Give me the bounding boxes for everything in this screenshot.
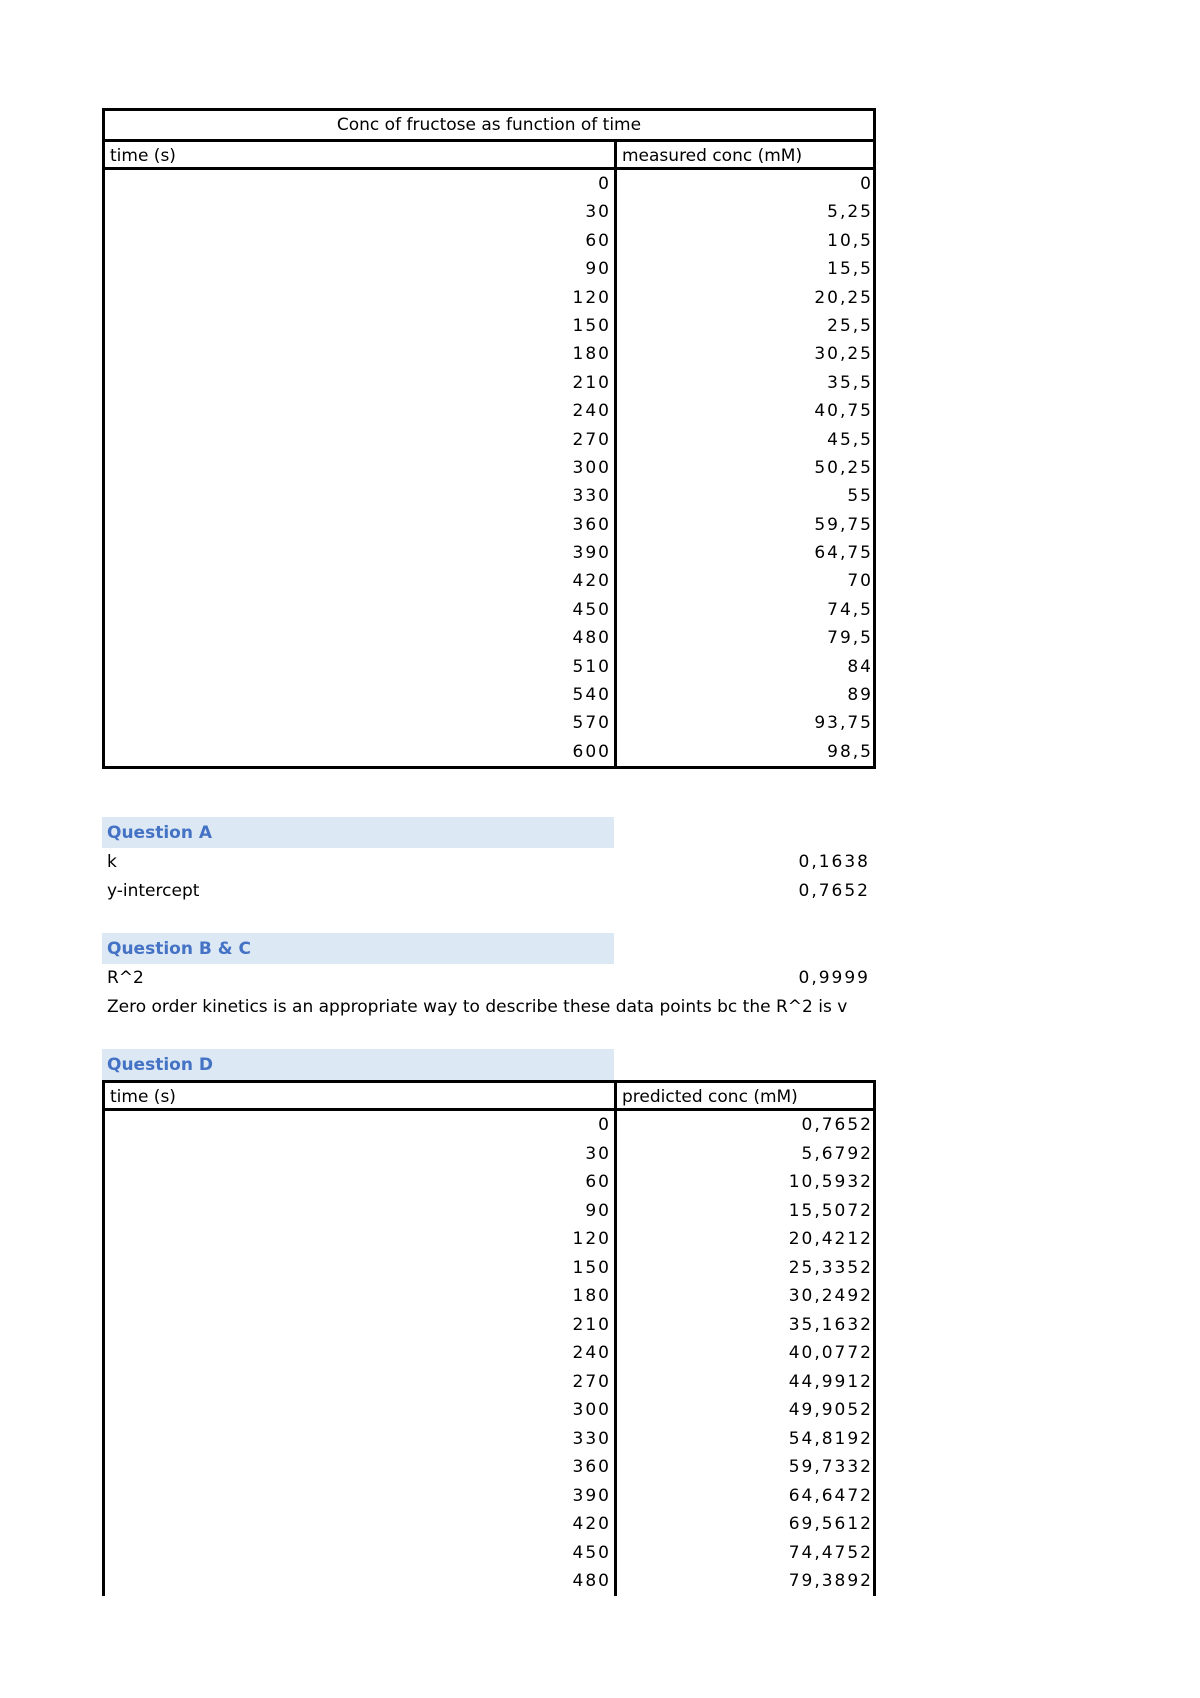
time-cell: 90 [585, 1200, 611, 1221]
time-cell: 420 [572, 1514, 611, 1535]
table-row [105, 511, 873, 539]
table-row [105, 1567, 873, 1596]
time-cell: 360 [572, 1457, 611, 1478]
time-cell: 60 [585, 230, 611, 251]
conc-cell: 40,75 [814, 401, 873, 422]
conc-cell: 84 [847, 656, 873, 677]
table-row [105, 397, 873, 425]
time-cell: 0 [598, 1115, 611, 1136]
conc-cell: 10,5932 [788, 1172, 873, 1193]
conc-cell: 40,0772 [788, 1343, 873, 1364]
k-label: k [107, 852, 117, 873]
table-row [105, 1111, 873, 1140]
table-title: Conc of fructose as function of time [105, 111, 873, 142]
time-cell: 120 [572, 287, 611, 308]
time-cell: 210 [572, 1314, 611, 1335]
conc-cell: 25,3352 [788, 1257, 873, 1278]
conc-cell: 15,5 [827, 259, 873, 280]
table-row [105, 1197, 873, 1226]
r2-row [102, 964, 876, 993]
conc-cell: 79,3892 [788, 1571, 873, 1592]
column-header-time: time (s) [105, 142, 617, 167]
spreadsheet-page [102, 108, 876, 1596]
question-d-heading: Question D [102, 1049, 614, 1080]
conc-cell: 93,75 [814, 713, 873, 734]
table-row [105, 738, 873, 766]
time-cell: 330 [572, 1428, 611, 1449]
conc-cell: 59,7332 [788, 1457, 873, 1478]
table-row [105, 255, 873, 283]
conc-cell: 74,4752 [788, 1542, 873, 1563]
conc-cell: 59,75 [814, 514, 873, 535]
conc-cell: 44,9912 [788, 1371, 873, 1392]
conc-cell: 25,5 [827, 315, 873, 336]
conc-cell: 64,6472 [788, 1485, 873, 1506]
r2-value: 0,9999 [798, 968, 870, 989]
time-cell: 150 [572, 1257, 611, 1278]
k-row [102, 848, 876, 877]
table-row [105, 369, 873, 397]
conc-cell: 5,6792 [801, 1143, 873, 1164]
table-row [105, 567, 873, 595]
conc-cell: 0,7652 [801, 1115, 873, 1136]
table-row [105, 170, 873, 198]
conc-cell: 10,5 [827, 230, 873, 251]
table-row [105, 1339, 873, 1368]
conc-cell: 50,25 [814, 457, 873, 478]
time-cell: 300 [572, 1400, 611, 1421]
time-cell: 30 [585, 202, 611, 223]
table-row [105, 482, 873, 510]
intercept-value: 0,7652 [798, 880, 870, 901]
conc-cell: 69,5612 [788, 1514, 873, 1535]
time-cell: 450 [572, 1542, 611, 1563]
time-cell: 390 [572, 1485, 611, 1506]
time-cell: 420 [572, 571, 611, 592]
k-value: 0,1638 [798, 852, 870, 873]
conc-cell: 15,5072 [788, 1200, 873, 1221]
time-cell: 210 [572, 372, 611, 393]
conc-cell: 45,5 [827, 429, 873, 450]
time-cell: 30 [585, 1143, 611, 1164]
table-row [105, 681, 873, 709]
time-cell: 0 [598, 174, 611, 194]
time-cell: 450 [572, 599, 611, 620]
conc-cell: 20,4212 [788, 1229, 873, 1250]
table-row [105, 596, 873, 624]
conc-cell: 30,25 [814, 344, 873, 365]
fructose-table [102, 108, 876, 769]
table-row [105, 340, 873, 368]
conc-cell: 20,25 [814, 287, 873, 308]
time-cell: 480 [572, 1571, 611, 1592]
table-header-row [105, 142, 873, 170]
table-row [105, 284, 873, 312]
time-cell: 240 [572, 1343, 611, 1364]
predicted-table [102, 1080, 876, 1596]
table-row [105, 1396, 873, 1425]
time-cell: 600 [572, 741, 611, 762]
table-row [105, 653, 873, 681]
time-cell: 270 [572, 429, 611, 450]
table-row [105, 1225, 873, 1254]
time-cell: 180 [572, 344, 611, 365]
table-body [105, 1111, 873, 1596]
conc-cell: 0 [860, 174, 873, 194]
table-row [105, 709, 873, 737]
table-row [105, 198, 873, 226]
table-row [105, 624, 873, 652]
table-row [105, 1254, 873, 1283]
conc-cell: 35,1632 [788, 1314, 873, 1335]
time-cell: 240 [572, 401, 611, 422]
table-row [105, 1368, 873, 1397]
conc-cell: 79,5 [827, 628, 873, 649]
table-row [105, 1510, 873, 1539]
table-row [105, 1140, 873, 1169]
table-row [105, 1539, 873, 1568]
question-a-heading: Question A [102, 817, 614, 848]
conc-cell: 89 [847, 685, 873, 706]
time-cell: 150 [572, 315, 611, 336]
time-cell: 270 [572, 1371, 611, 1392]
conc-cell: 49,9052 [788, 1400, 873, 1421]
table-body [105, 170, 873, 766]
table-row [105, 454, 873, 482]
time-cell: 390 [572, 543, 611, 564]
table-row [105, 1311, 873, 1340]
question-bc-heading: Question B & C [102, 933, 614, 964]
intercept-label: y-intercept [107, 880, 200, 901]
conc-cell: 35,5 [827, 372, 873, 393]
conc-cell: 55 [847, 486, 873, 507]
column-header-time: time (s) [105, 1083, 617, 1108]
table-row [105, 426, 873, 454]
time-cell: 120 [572, 1229, 611, 1250]
conc-cell: 70 [847, 571, 873, 592]
table-row [105, 539, 873, 567]
table-row [105, 312, 873, 340]
time-cell: 180 [572, 1286, 611, 1307]
conc-cell: 64,75 [814, 543, 873, 564]
kinetics-statement: Zero order kinetics is an appropriate way to describe these data points bc the R^2 is v [107, 996, 848, 1017]
statement-row [102, 993, 876, 1022]
table-row [105, 1482, 873, 1511]
column-header-measured-conc: measured conc (mM) [622, 146, 803, 166]
intercept-row [102, 877, 876, 906]
conc-cell: 98,5 [827, 741, 873, 762]
time-cell: 330 [572, 486, 611, 507]
time-cell: 60 [585, 1172, 611, 1193]
time-cell: 90 [585, 259, 611, 280]
time-cell: 480 [572, 628, 611, 649]
time-cell: 540 [572, 685, 611, 706]
table-header-row [105, 1083, 873, 1111]
column-header-predicted-conc: predicted conc (mM) [622, 1087, 798, 1108]
time-cell: 510 [572, 656, 611, 677]
conc-cell: 74,5 [827, 599, 873, 620]
r2-label: R^2 [107, 968, 144, 989]
time-cell: 570 [572, 713, 611, 734]
table-row [105, 1168, 873, 1197]
time-cell: 360 [572, 514, 611, 535]
conc-cell: 30,2492 [788, 1286, 873, 1307]
table-row [105, 1282, 873, 1311]
conc-cell: 5,25 [827, 202, 873, 223]
table-row [105, 1453, 873, 1482]
table-row [105, 1425, 873, 1454]
conc-cell: 54,8192 [788, 1428, 873, 1449]
time-cell: 300 [572, 457, 611, 478]
table-row [105, 227, 873, 255]
